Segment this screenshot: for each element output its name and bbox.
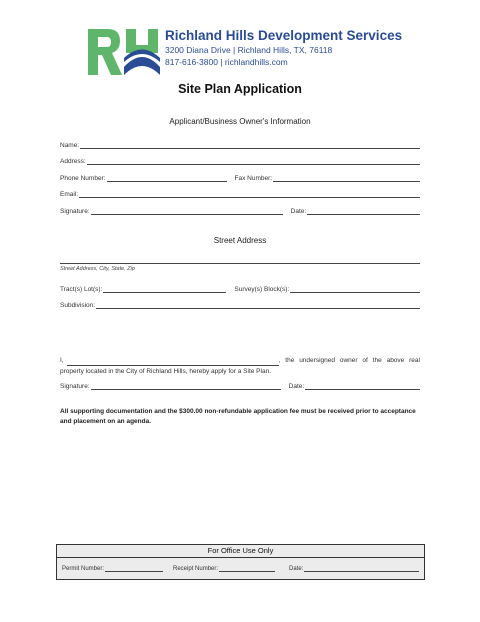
tract-field[interactable]: [103, 285, 226, 293]
subdivision-field[interactable]: [96, 301, 420, 309]
office-heading: For Office Use Only: [57, 545, 424, 558]
street-address-field[interactable]: [60, 263, 420, 264]
owner-signature-label: Signature:: [60, 383, 90, 390]
phone-fax-row: [60, 172, 420, 182]
permit-label: Permit Number:: [62, 566, 105, 572]
org-contact: 817-616-3800 | richlandhills.com: [165, 57, 288, 67]
tract-label: Tract(s) Lot(s):: [60, 286, 103, 293]
name-row: [60, 139, 420, 149]
rh-logo: [86, 27, 162, 77]
org-name: Richland Hills Development Services: [165, 28, 403, 43]
signature-label: Signature:: [60, 208, 90, 215]
address-label: Address:: [60, 158, 86, 165]
subdivision-row: [60, 299, 420, 309]
subdivision-label: Subdivision:: [60, 302, 96, 309]
office-date-label: Date:: [289, 566, 304, 572]
email-row: [60, 188, 420, 198]
name-label: Name:: [60, 142, 80, 149]
fee-notice: All supporting documentation and the $300.00 non-refundable application fee must be received prior to acceptance and placement on an agenda.: [60, 408, 416, 425]
address-row: [60, 155, 420, 165]
phone-label: Phone Number:: [60, 175, 106, 182]
phone-field[interactable]: [107, 174, 227, 182]
date-field[interactable]: [307, 207, 420, 215]
owner-prefix: I,: [60, 357, 64, 364]
survey-label: Survey(s) Block(s):: [234, 286, 290, 293]
email-label: Email:: [60, 191, 79, 198]
fax-field[interactable]: [273, 174, 420, 182]
name-field[interactable]: [80, 141, 420, 149]
org-address: 3200 Diana Drive | Richland Hills, TX, 76118: [165, 45, 333, 55]
permit-field[interactable]: [105, 565, 163, 572]
street-heading: Street Address: [213, 236, 267, 245]
receipt-label: Receipt Number:: [173, 566, 219, 572]
email-field[interactable]: [79, 190, 420, 198]
signature-row: [60, 205, 420, 215]
receipt-field[interactable]: [219, 565, 275, 572]
page-title: Site Plan Application: [178, 82, 302, 96]
owner-signature-row: [60, 380, 420, 390]
owner-statement-2: property located in the City of Richland Hills, hereby apply for a Site Plan.: [60, 368, 271, 375]
office-row: [62, 563, 419, 572]
owner-name-field[interactable]: [67, 357, 279, 366]
street-hint: Street Address, City, State, Zip: [60, 266, 135, 272]
office-date-field[interactable]: [304, 565, 419, 572]
date-label: Date:: [290, 208, 307, 215]
address-field[interactable]: [87, 157, 420, 165]
owner-statement-1: , the undersigned owner of the above real: [278, 357, 420, 364]
owner-date-label: Date:: [288, 383, 305, 390]
survey-field[interactable]: [290, 285, 420, 293]
applicant-heading: Applicant/Business Owner's Information: [169, 117, 311, 126]
rh-logo-mark: [88, 29, 160, 75]
owner-date-field[interactable]: [305, 382, 420, 390]
signature-field[interactable]: [91, 207, 283, 215]
fax-label: Fax Number:: [234, 175, 273, 182]
owner-signature-field[interactable]: [91, 382, 281, 390]
owner-statement: [60, 355, 420, 377]
tract-survey-row: [60, 283, 420, 293]
office-use-box: [56, 544, 425, 580]
